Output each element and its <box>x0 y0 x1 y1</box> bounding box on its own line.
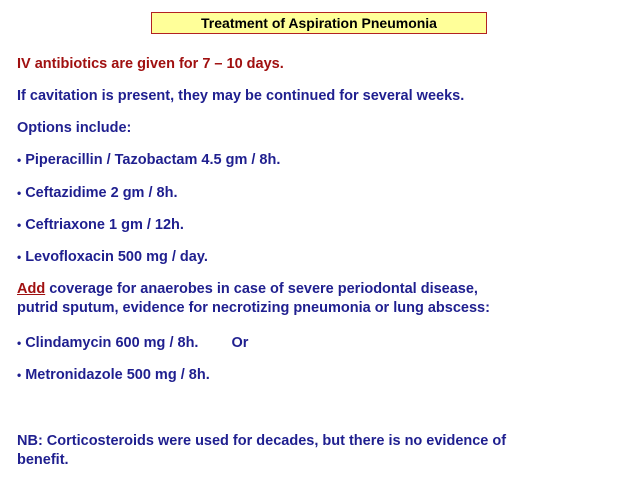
list-item <box>17 151 280 170</box>
slide-title-box <box>151 12 487 34</box>
option-piperacillin: Piperacillin / Tazobactam 4.5 gm / 8h. <box>25 152 281 168</box>
slide-title: Treatment of Aspiration Pneumonia <box>201 15 437 31</box>
bullet-icon: • <box>17 186 22 200</box>
options-heading: Options include: <box>17 120 132 136</box>
option-levofloxacin: Levofloxacin 500 mg / day. <box>25 249 208 265</box>
option-metronidazole: Metronidazole 500 mg / 8h. <box>25 367 210 383</box>
option-ceftazidime: Ceftazidime 2 gm / 8h. <box>25 185 178 201</box>
anaerobe-coverage-line-1 <box>17 280 478 299</box>
option-ceftriaxone: Ceftriaxone 1 gm / 12h. <box>25 217 184 233</box>
iv-duration-line: IV antibiotics are given for 7 – 10 days. <box>17 56 284 72</box>
nb-note-line-1: NB: Corticosteroids were used for decades, but there is no evidence of <box>17 433 507 449</box>
nb-note-line-2: benefit. <box>17 452 69 468</box>
or-label: Or <box>231 335 249 351</box>
cavitation-line: If cavitation is present, they may be continued for several weeks. <box>17 88 465 104</box>
bullet-icon: • <box>17 368 22 382</box>
list-item <box>17 216 184 235</box>
bullet-icon: • <box>17 153 22 167</box>
bullet-icon: • <box>17 218 22 232</box>
option-clindamycin: Clindamycin 600 mg / 8h. <box>25 335 199 351</box>
list-item <box>17 184 178 203</box>
list-item <box>17 366 210 385</box>
list-item <box>17 248 208 267</box>
bullet-icon: • <box>17 250 22 264</box>
add-link[interactable]: Add <box>17 281 46 297</box>
list-item <box>17 334 248 353</box>
anaerobe-coverage-text: coverage for anaerobes in case of severe periodontal disease, <box>45 281 478 297</box>
bullet-icon: • <box>17 336 22 350</box>
anaerobe-coverage-line-2: putrid sputum, evidence for necrotizing pneumonia or lung abscess: <box>17 300 490 316</box>
